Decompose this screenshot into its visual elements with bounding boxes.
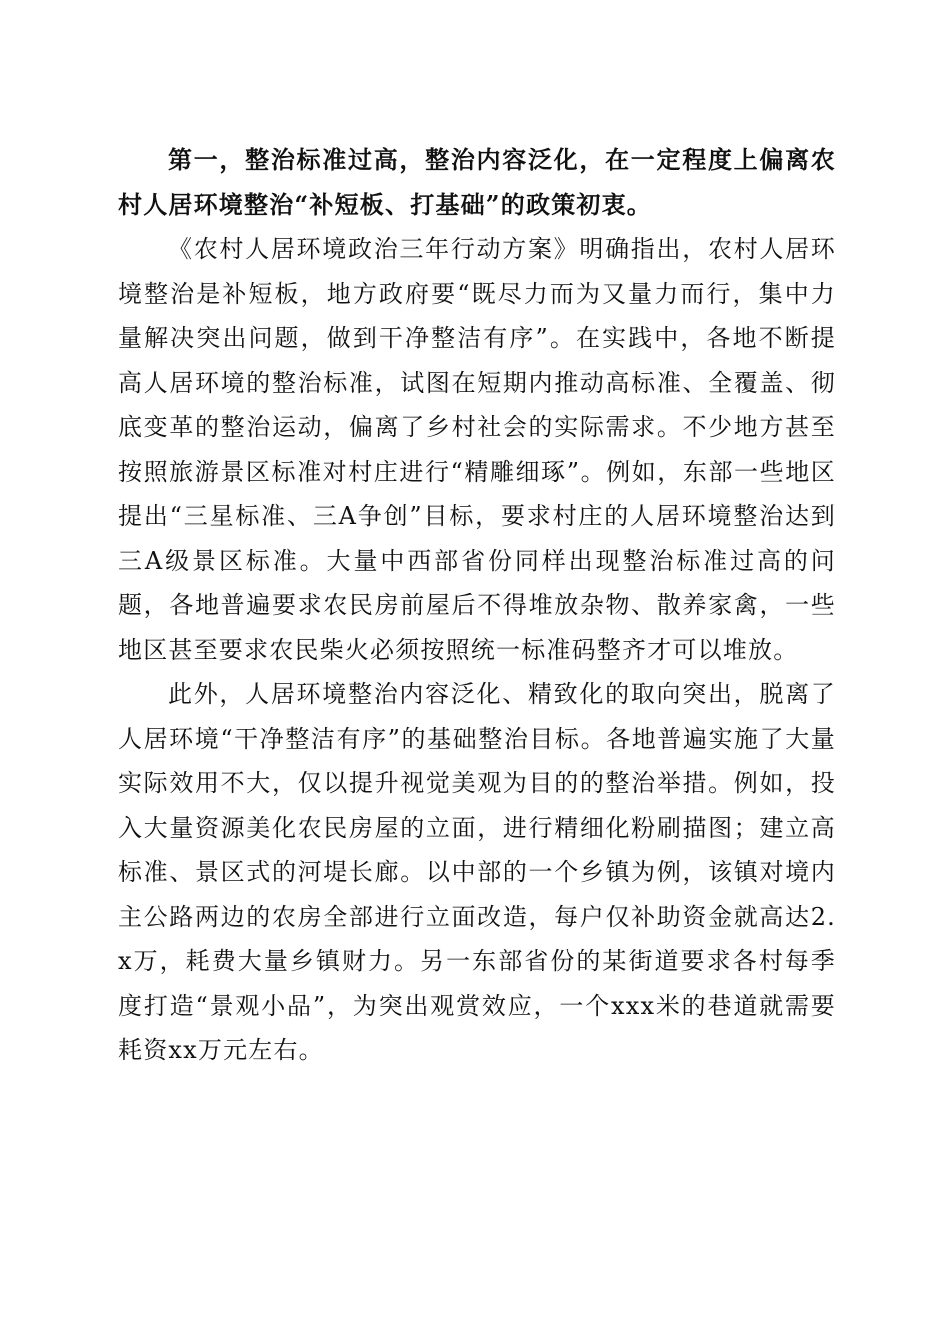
- paragraph-content-generalization: 此外，人居环境整治内容泛化、精致化的取向突出，脱离了人居环境“干净整洁有序”的基础整治目标。各地普遍实施了大量实际效用不大，仅以提升视觉美观为目的的整治举措。例如，投入大量资源美化农民房屋的立面，进行精细化粉刷描图；建立高标准、景区式的河堤长廊。以中部的一个乡镇为例，该镇对境内主公路两边的农房全部进行立面改造，每户仅补助资金就高达2.x万，耗费大量乡镇财力。另一东部省份的某街道要求各村每季度打造“景观小品”，为突出观赏效应，一个xxx米的巷道就需要耗资xx万元左右。: [118, 680, 836, 1064]
- paragraph-heading: 第一，整治标准过高，整治内容泛化，在一定程度上偏离农村人居环境整治“补短板、打基础”的政策初衷。: [118, 145, 836, 219]
- paragraph-action-plan: 《农村人居环境政治三年行动方案》明确指出，农村人居环境整治是补短板，地方政府要“既尽力而为又量力而行，集中力量解决突出问题，做到干净整洁有序”。在实践中，各地不断提高人居环境的整治标准，试图在短期内推动高标准、全覆盖、彻底变革的整治运动，偏离了乡村社会的实际需求。不少地方甚至按照旅游景区标准对村庄进行“精雕细琢”。例如，东部一些地区提出“三星标准、三A争创”目标，要求村庄的人居环境整治达到三A级景区标准。大量中西部省份同样出现整治标准过高的问题，各地普遍要求农民房前屋后不得堆放杂物、散养家禽，一些地区甚至要求农民柴火必须按照统一标准码整齐才可以堆放。: [118, 235, 836, 664]
- document-body: [118, 138, 836, 1073]
